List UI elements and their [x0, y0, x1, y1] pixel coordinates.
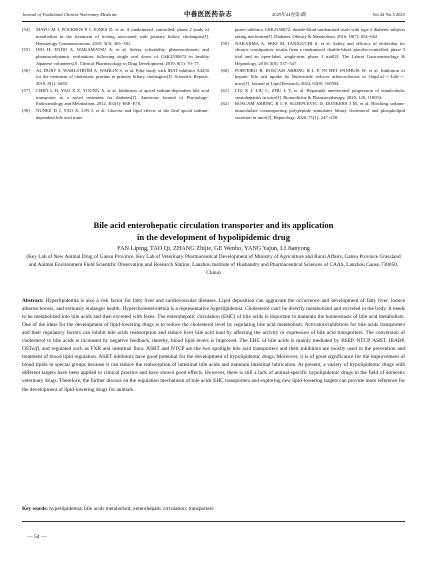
reference-text: LIU X J, LIU C, ZHU L Y, et al. Hepatitide ameliorated progression of nonalcoholic steatohepatitis in mice[J]. Biomedicine & Pharmacotherapy, 2020, 126: 110053.	[235, 87, 405, 100]
reference-number: [56]	[22, 67, 30, 73]
reference-number: [60]	[221, 67, 229, 73]
references-left-column	[22, 27, 209, 122]
reference-number: [54]	[22, 27, 30, 32]
reference-number: [58]	[22, 108, 30, 113]
abstract-label: Abstract:	[22, 298, 44, 304]
reference-number: [55]	[22, 47, 30, 53]
affiliation: (Key Lab of New Animal Drug of Gansu Province, Key Lab of Veterinary Pharmaceutical Development of Ministry of Agriculture and Rural Affairs, Gansu Province Grassland and Animal Environment Field Scientific Observation and Research Station, Lanzhou Institute of Husbandry and Pharmaceutical Sciences of CAAS, Lanzhou Gansu 730050, China)	[26, 254, 401, 277]
reference-text: ROSCAM ABBING R L P, SLIJEPCEVIC D, DONKERS J M, et al. Blocking sodium-taurocholate cotransporting polypeptide stimulates biliary cholesterol and phospholipid secretion in mice[J]. Hepatology, 2020, 71(1): 247−258.	[235, 101, 405, 120]
reference-number: [62]	[221, 101, 229, 107]
footer-divider	[22, 521, 405, 522]
abstract	[22, 297, 405, 394]
article-heading	[22, 219, 405, 277]
running-header	[22, 9, 405, 20]
reference-item	[221, 101, 405, 121]
reference-item	[221, 88, 405, 102]
reference-number: [57]	[22, 87, 30, 93]
reference-number: [61]	[221, 87, 229, 93]
reference-text: INO H, ENDO A, WAKAMATSU A, et al. Safety, tolerability, pharmacokinetic and pharmacodynamic evaluations following single oral doses of GSK2330672 in healthy Japanese volunteers[J]. Clinical Pharmacology in Drug Development, 2019, 8(1): 70−77.	[36, 47, 209, 66]
reference-item	[22, 108, 209, 122]
journal-chinese-title: 中兽医医药杂志	[184, 10, 233, 18]
reference-item	[22, 47, 209, 67]
article-title-line-1: Bile acid enterohepatic circulation transporter and its application	[93, 220, 334, 230]
reference-text: MAYO M J, POCKROS P J, JONES D, et al. A randomized, controlled, phase 2 study of maralixibat in the treatment of itching associated with primary biliary cholangitis[J]. Hepatology Communications, 2019, 3(3): 365−381.	[36, 27, 209, 46]
reference-item	[22, 68, 209, 88]
authors: FAN Liping, TAO Qi, ZHANG Zhijie, GE Wenbo, YANG Yajun, LI Jianyong	[117, 245, 310, 252]
reference-text: NAKAJIMA A, SEKI M, TANIGUCHI S, et al. Safety and efficacy of elobixibat for chronic constipation: results from a randomised, double-blind, placebo-controlled, phase 3 trial and an open-label, single-arm, phase 3 trial[J]. The Lancet Gastroenterology & Hepatology, 2018, 3(8): 537−547.	[235, 40, 405, 66]
reference-number: [59]	[221, 40, 229, 46]
reference-item	[221, 68, 405, 88]
references-right-column	[221, 27, 405, 122]
reference-item	[22, 88, 209, 108]
page-number: — 54 —	[27, 534, 47, 540]
reference-text: CHEN L H, YAO X Z, YOUNG A, et al. Inhibition of apical sodium-dependent bile acid transporter as a novel treatment for diabetes[J]. American Journal of Physiology-Endocrinology and Metabolism, 2012, 302(1): E68−E76.	[36, 87, 209, 107]
reference-text: porter inhibitor GSK2330672: double-blind randomized trials with type 2 diabetes subjects taking metformin[J]. Diabetes, Obesity & Metabolism, 2016, 18(7): 654−662.	[235, 27, 405, 39]
reference-item	[221, 27, 405, 41]
keywords	[22, 505, 405, 513]
abstract-text: Hyperlipidemia is also a risk factor for fatty liver and cardiovascular diseases. Lipid deposition can aggravate the occurrence and development of fatty liver, induce atherosclerosis, and seriously endanger health. Hypercholesterolemia is a representative hyperlipidemia. Cholesterol can't be directly metabolized and excreted in the body. It needs to be metabolized into bile acids and then excreted with feces. The enterohepatic circulation (EHC) of bile acids is important to maintain the homeostasis of bile acid metabolism. One of the ideas for the development of lipid-lowering drugs is to reduce the cholesterol level by regulating bile acid metabolism. Activators/inhibitors for bile acids transporters and their regulatory factors can inhibit bile acids reabsorption and reduce liver bile acid load by affecting the activity or expression of bile acid transporters. The conversion of cholesterol to bile acids is increased by negative feedback, thereby, blood lipid levels is improved. The EHC of bile acids is mainly mediated by BSEP, NTCP, ASBT, IBABP, OSTα/β, and regulated such as FXR and intestinal flora. ASBT and NTCP are the two spotlight bile acid transporters and their inhibitors are mostly used in the prevention and treatment of blood lipid regulation. ASBT inhibitors have good potential for the development of hypolipidemic drugs. Moreover, it is of great significance for the improvement of blood lipids in special groups because it can reduce the reabsorption of intestinal bile acids and maintain intestinal lubrication. At present, a variety of hypolipidemic drugs with different targets have been applied to clinical practice and have shown good effects. However, there is still a lack of animal-specific hypolipidemic drugs in the field of domestic veterinary drugs. Therefore, the further discuss on the regulation mechanism of bile acids EHC transporters and exploring new lipid-lowering targets can provide more reference for the development of lipid-lowering drugs for animals.	[22, 298, 405, 393]
reference-text: PORTEIRO B, ROSCAM ABBING R L P, IN HET PANHUIS W, et al. Inhibition of hepatic bile salt uptake by Bulevirtide reduces atherosclerosis in Oatp1a1−/−Ldlr−/− mice[J]. Journal of Lipid Research, 2024, 65(8): 100594.	[235, 67, 405, 86]
journal-name: Journal of Traditional Chinese Veterinary Medicine	[22, 12, 118, 17]
issue-english: Vol.44 No.3 2025	[372, 12, 405, 17]
reference-text: AL-DURY S, WAHLSTRÖM A, WAHLIN S, et al. Pilot study with IBAT inhibitor A4250 for the treatment of cholestatic pruritus in primary biliary cholangitis[J]. Scientific Reports, 2018, 8(1): 6658.	[36, 67, 209, 86]
keywords-label: Key words:	[22, 506, 49, 512]
reference-item	[221, 41, 405, 68]
reference-text: NUNEZ D J, YAO X, LIN J, et al. Glucose and lipid effects of the ileal apical sodium-dependent bile acid trans-	[36, 108, 209, 120]
keywords-text: hyperlipidemia; bile acids metabolism; enterohepatic circulation; transporters	[49, 506, 214, 512]
reference-item	[22, 27, 209, 47]
header-divider	[22, 21, 405, 22]
issue-chinese: 2025年44卷第3期	[272, 12, 307, 17]
article-title-line-2: in the development of hypolipidemic drug	[136, 232, 291, 242]
